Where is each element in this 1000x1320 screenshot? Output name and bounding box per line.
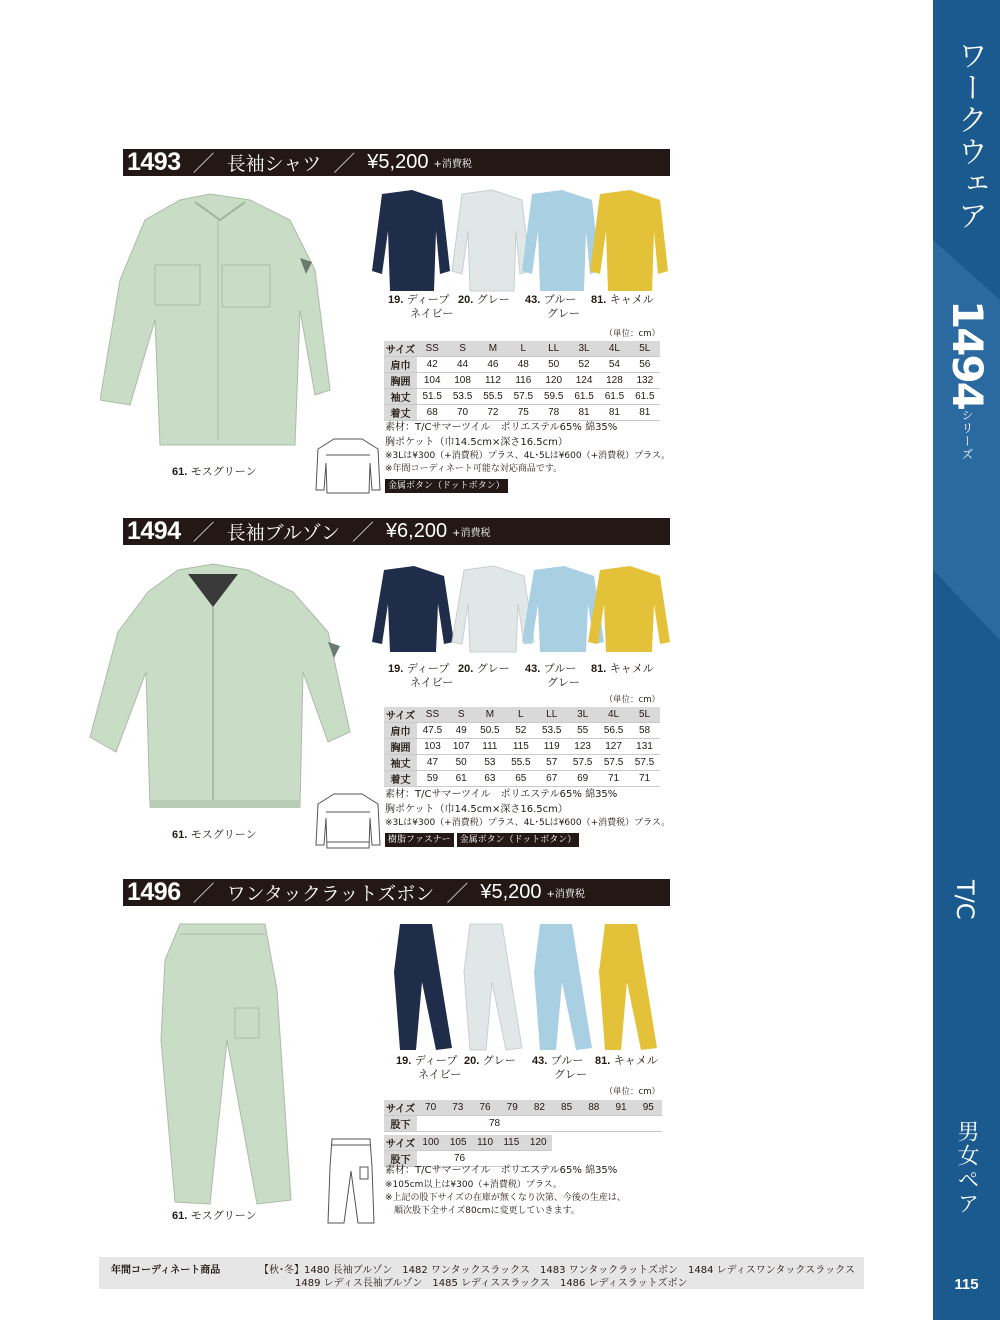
size-table: [384, 706, 660, 787]
variant-label: 43. ブルー グレー: [532, 1054, 587, 1081]
product-header-1494: [123, 518, 670, 545]
side-band: [933, 0, 1000, 1320]
product-name: ワンタックラットズボン: [226, 883, 435, 905]
shirt-variants-image: [372, 186, 672, 296]
variant-label: 19. ディープ ネイビー: [388, 662, 454, 689]
coordinate-footer: [99, 1257, 864, 1289]
product-number: 1496: [127, 878, 181, 906]
size-row: 胸囲 104 108 112 116 120 124 128 132: [384, 373, 660, 389]
material-text: 素材：T/Cサマーツイル ポリエステル65% 綿35%: [385, 422, 618, 433]
variant-color-list: [388, 293, 668, 323]
feature-badge: 金属ボタン（ドットボタン）: [385, 479, 508, 493]
note-text: ※105cm以上は¥300（+消費税）プラス。: [385, 1179, 562, 1190]
variant-label: 43. ブルー グレー: [525, 293, 580, 320]
fabric-label: T/C: [951, 880, 979, 920]
note-text: ※3Lは¥300（+消費税）プラス、4L･5Lは¥600（+消費税）プラス。: [385, 818, 671, 828]
blouson-variants-image: [372, 562, 672, 662]
series-number: 1494: [943, 300, 992, 409]
note-text: ※上記の股下サイズの在庫が無くなり次第、今後の生産は、: [385, 1192, 626, 1203]
separator: ／: [192, 882, 215, 907]
size-row: 胸囲 103 107 111 115 119 123 127 131: [384, 739, 660, 755]
variant-label: 19. ディープ ネイビー: [396, 1054, 462, 1081]
size-row: 着丈 59 61 63 65 67 69 71 71: [384, 771, 660, 787]
note-text: 胸ポケット（巾14.5cm×深さ16.5cm）: [385, 436, 568, 448]
shirt-main-image: [100, 190, 340, 455]
main-color-label: 61. モスグリーン: [172, 828, 257, 841]
note-text: 胸ポケット（巾14.5cm×深さ16.5cm）: [385, 803, 568, 815]
feature-badge: 樹脂ファスナー: [385, 833, 454, 847]
variant-label: 81. キャメル: [595, 1054, 658, 1067]
blouson-back-sketch: [314, 790, 382, 850]
separator: ／: [333, 152, 356, 177]
shirt-back-sketch: [314, 435, 382, 495]
product-notes: [385, 1164, 626, 1218]
footer-label: 年間コーディネート商品: [111, 1265, 221, 1276]
blouson-main-image: [88, 562, 354, 817]
product-number: 1494: [127, 517, 181, 545]
footer-line: 【秋･冬】1480 長袖ブルゾン 1482 ワンタックスラックス 1483 ワンタックラットズボン 1484 レディスワンタックスラックス: [259, 1265, 856, 1276]
size-header-row: サイズ 100 105 110 115 120: [384, 1135, 552, 1151]
size-header-row: サイズ 70 73 76 79 82 85 88 91 95: [384, 1100, 662, 1116]
tax-note: +消費税: [433, 159, 472, 170]
footer-line: 1489 レディス長袖ブルゾン 1485 レディススラックス 1486 レディスラットズボン: [295, 1278, 688, 1289]
unit-note: （単位：cm）: [604, 329, 660, 339]
product-price: ¥5,200: [367, 151, 429, 173]
variant-camel: [599, 924, 657, 1050]
product-name: 長袖ブルゾン: [226, 522, 340, 544]
material-text: 素材：T/Cサマーツイル ポリエステル65% 綿35%: [385, 789, 618, 800]
separator: ／: [446, 882, 469, 907]
product-number: 1493: [127, 148, 181, 176]
variant-grey: [464, 924, 522, 1050]
pair-label: 男女ペア: [954, 1120, 979, 1216]
note-text: ※年間コーディネート可能な対応商品です。: [385, 464, 563, 474]
variant-navy: [372, 190, 450, 291]
size-header-row: サイズ SS S M L LL 3L 4L 5L: [384, 341, 660, 357]
page-number: 115: [954, 1276, 979, 1293]
variant-label: 20. グレー: [458, 662, 510, 675]
variant-label: 20. グレー: [464, 1054, 516, 1067]
pants-back-sketch: [326, 1137, 376, 1225]
variant-label: 19. ディープ ネイビー: [388, 293, 454, 320]
note-text: ※3Lは¥300（+消費税）プラス、4L･5Lは¥600（+消費税）プラス。: [385, 451, 671, 461]
inseam-row: 股下 78: [384, 1116, 662, 1132]
separator: ／: [192, 152, 215, 177]
size-table: [384, 340, 660, 421]
variant-label: 20. グレー: [458, 293, 510, 306]
product-notes: [385, 421, 670, 494]
variant-grey: [452, 566, 534, 652]
separator: ／: [192, 521, 215, 546]
size-row: 肩巾 42 44 46 48 50 52 54 56: [384, 357, 660, 373]
variant-label: 43. ブルー グレー: [525, 662, 580, 689]
size-row: 袖丈 47 50 53 55.5 57 57.5 57.5 57.5: [384, 755, 660, 771]
variant-navy: [394, 924, 452, 1050]
separator: ／: [351, 521, 374, 546]
variant-bluegrey: [522, 190, 600, 291]
product-price: ¥6,200: [385, 520, 448, 542]
product-notes: [385, 788, 670, 848]
variant-bluegrey: [534, 924, 592, 1050]
main-color-label: 61. モスグリーン: [172, 1209, 257, 1222]
category-label: ワークウェア: [952, 40, 987, 232]
product-name: 長袖シャツ: [226, 153, 322, 175]
main-color-label: 61. モスグリーン: [172, 465, 257, 478]
waist-size-table: [384, 1099, 662, 1132]
series-suffix: シリーズ: [960, 408, 974, 461]
inseam-row: 股下 76: [384, 1151, 552, 1167]
variant-grey: [452, 190, 530, 291]
tax-note: +消費税: [452, 528, 491, 539]
tax-note: +消費税: [546, 889, 585, 900]
variant-color-list: [396, 1054, 666, 1084]
pants-variants-image: [392, 922, 672, 1052]
series-label: [943, 300, 992, 461]
unit-note: （単位：cm）: [604, 1087, 660, 1097]
note-text: 順次股下全サイズ80cmに変更していきます。: [385, 1205, 580, 1216]
size-header-row: サイズ SS S M L LL 3L 4L 5L: [384, 707, 660, 723]
size-row: 着丈 68 70 72 75 78 81 81 81: [384, 405, 660, 421]
material-text: 素材：T/Cサマーツイル ポリエステル65% 綿35%: [385, 1165, 618, 1176]
pants-main-image: [155, 920, 305, 1210]
variant-camel: [590, 190, 668, 291]
waist-size-table-large: [384, 1134, 552, 1167]
size-row: 袖丈 51.5 53.5 55.5 57.5 59.5 61.5 61.5 61.5: [384, 389, 660, 405]
variant-color-list: [388, 662, 668, 692]
size-row: 肩巾 47.5 49 50.5 52 53.5 55 56.5 58: [384, 723, 660, 739]
product-header-1496: [123, 879, 670, 906]
variant-label: 81. キャメル: [591, 293, 654, 306]
unit-note: （単位：cm）: [604, 695, 660, 705]
product-header-1493: [123, 149, 670, 176]
variant-navy: [372, 566, 454, 652]
product-price: ¥5,200: [480, 881, 542, 903]
variant-label: 81. キャメル: [591, 662, 654, 675]
feature-badge: 金属ボタン（ドットボタン）: [457, 833, 580, 847]
